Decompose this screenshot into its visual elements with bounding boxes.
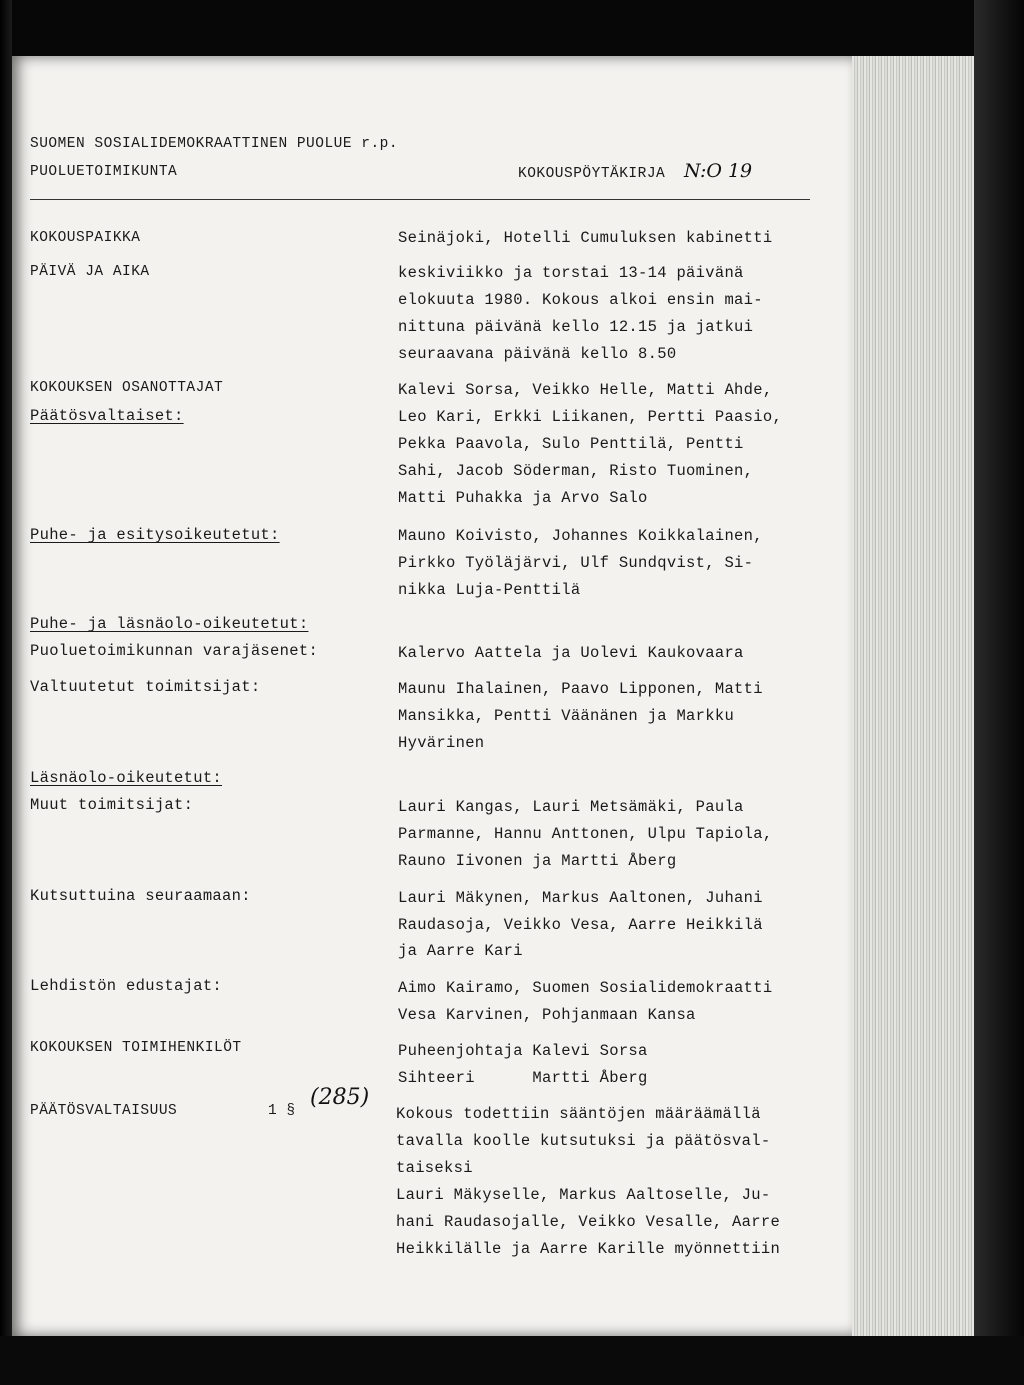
value-date-line: seuraavana päivänä kello 8.50 — [398, 345, 677, 363]
scan-right-border — [974, 0, 1024, 1385]
label-meeting-officers: KOKOUKSEN TOIMIHENKILÖT — [30, 1040, 242, 1056]
value-quorum-line: taiseksi — [396, 1159, 473, 1177]
value-meeting-place: Seinäjoki, Hotelli Cumuluksen kabinetti — [398, 229, 773, 247]
sublabel-other-officials: Muut toimitsijat: — [30, 796, 194, 814]
label-participants: KOKOUKSEN OSANOTTAJAT — [30, 380, 224, 396]
value-voting-line: Sahi, Jacob Söderman, Risto Tuominen, — [398, 462, 754, 480]
value-speaking-line: Mauno Koivisto, Johannes Koikkalainen, — [398, 527, 763, 545]
value-press-line: Vesa Karvinen, Pohjanmaan Kansa — [398, 1006, 696, 1024]
header-rule — [30, 199, 810, 200]
value-officials-line: Maunu Ihalainen, Paavo Lipponen, Matti — [398, 680, 763, 698]
value-date-line: elokuuta 1980. Kokous alkoi ensin mai- — [398, 291, 763, 309]
label-attendance-only: Läsnäolo-oikeutetut: — [30, 769, 223, 787]
label-attendance-rights: Puhe- ja läsnäolo-oikeutetut: — [30, 615, 309, 633]
value-speaking-line: Pirkko Työläjärvi, Ulf Sundqvist, Si- — [398, 554, 754, 572]
value-quorum-line: Lauri Mäkyselle, Markus Aaltoselle, Ju- — [396, 1186, 771, 1204]
value-quorum-line: Heikkilälle ja Aarre Karille myönnettiin — [396, 1240, 781, 1258]
value-voting-line: Leo Kari, Erkki Liikanen, Pertti Paasio, — [398, 408, 783, 426]
book-page-edges — [846, 56, 974, 1344]
label-quorum: PÄÄTÖSVALTAISUUS — [30, 1103, 178, 1119]
value-other-line: Lauri Kangas, Lauri Metsämäki, Paula — [398, 798, 744, 816]
label-press: Lehdistön edustajat: — [30, 977, 223, 995]
sublabel-deputy-members: Puoluetoimikunnan varajäsenet: — [30, 642, 319, 660]
value-officials-line: Mansikka, Pentti Väänänen ja Markku — [398, 707, 735, 725]
value-quorum-line: tavalla koolle kutsutuksi ja päätösval- — [396, 1132, 771, 1150]
label-authorized-officials: Valtuutetut toimitsijat: — [30, 678, 261, 696]
book-binding — [0, 0, 12, 1385]
doc-number: N:O 19 — [684, 160, 753, 182]
value-other-line: Rauno Iivonen ja Martti Åberg — [398, 852, 677, 870]
label-speaking-rights: Puhe- ja esitysoikeutetut: — [30, 526, 280, 544]
value-voting-line: Matti Puhakka ja Arvo Salo — [398, 489, 648, 507]
value-quorum-line: hani Raudasojalle, Veikko Vesalle, Aarre — [396, 1213, 781, 1231]
label-invited-observers: Kutsuttuina seuraamaan: — [30, 887, 251, 905]
doc-type: KOKOUSPÖYTÄKIRJA — [518, 166, 666, 182]
value-voting-line: Pekka Paavola, Sulo Penttilä, Pentti — [398, 435, 744, 453]
value-invited-line: Lauri Mäkynen, Markus Aaltonen, Juhani — [398, 889, 763, 907]
value-deputy-line: Kalervo Aattela ja Uolevi Kaukovaara — [398, 644, 744, 662]
section-number: 1 § — [268, 1103, 296, 1119]
label-date-time: PÄIVÄ JA AIKA — [30, 264, 150, 280]
value-officers-line: Puheenjohtaja Kalevi Sorsa — [398, 1042, 648, 1060]
value-quorum-line: Kokous todettiin sääntöjen määräämällä — [396, 1105, 761, 1123]
sublabel-voting-members: Päätösvaltaiset: — [30, 407, 184, 425]
scan-bottom-border — [0, 1336, 1024, 1385]
value-date-line: keskiviikko ja torstai 13-14 päivänä — [398, 264, 744, 282]
value-invited-line: ja Aarre Kari — [398, 942, 523, 960]
org-name: SUOMEN SOSIALIDEMOKRAATTINEN PUOLUE r.p. — [30, 136, 399, 152]
value-invited-line: Raudasoja, Veikko Vesa, Aarre Heikkilä — [398, 916, 763, 934]
value-date-line: nittuna päivänä kello 12.15 ja jatkui — [398, 318, 754, 336]
value-officers-line: Sihteeri Martti Åberg — [398, 1069, 648, 1087]
value-officials-line: Hyvärinen — [398, 734, 485, 752]
value-speaking-line: nikka Luja-Penttilä — [398, 581, 581, 599]
committee-name: PUOLUETOIMIKUNTA — [30, 164, 178, 180]
label-meeting-place: KOKOUSPAIKKA — [30, 230, 141, 246]
value-voting-line: Kalevi Sorsa, Veikko Helle, Matti Ahde, — [398, 381, 773, 399]
section-reference: (285) — [310, 1085, 370, 1110]
value-press-line: Aimo Kairamo, Suomen Sosialidemokraatti — [398, 979, 773, 997]
value-other-line: Parmanne, Hannu Anttonen, Ulpu Tapiola, — [398, 825, 773, 843]
scan-top-border — [0, 0, 1024, 56]
